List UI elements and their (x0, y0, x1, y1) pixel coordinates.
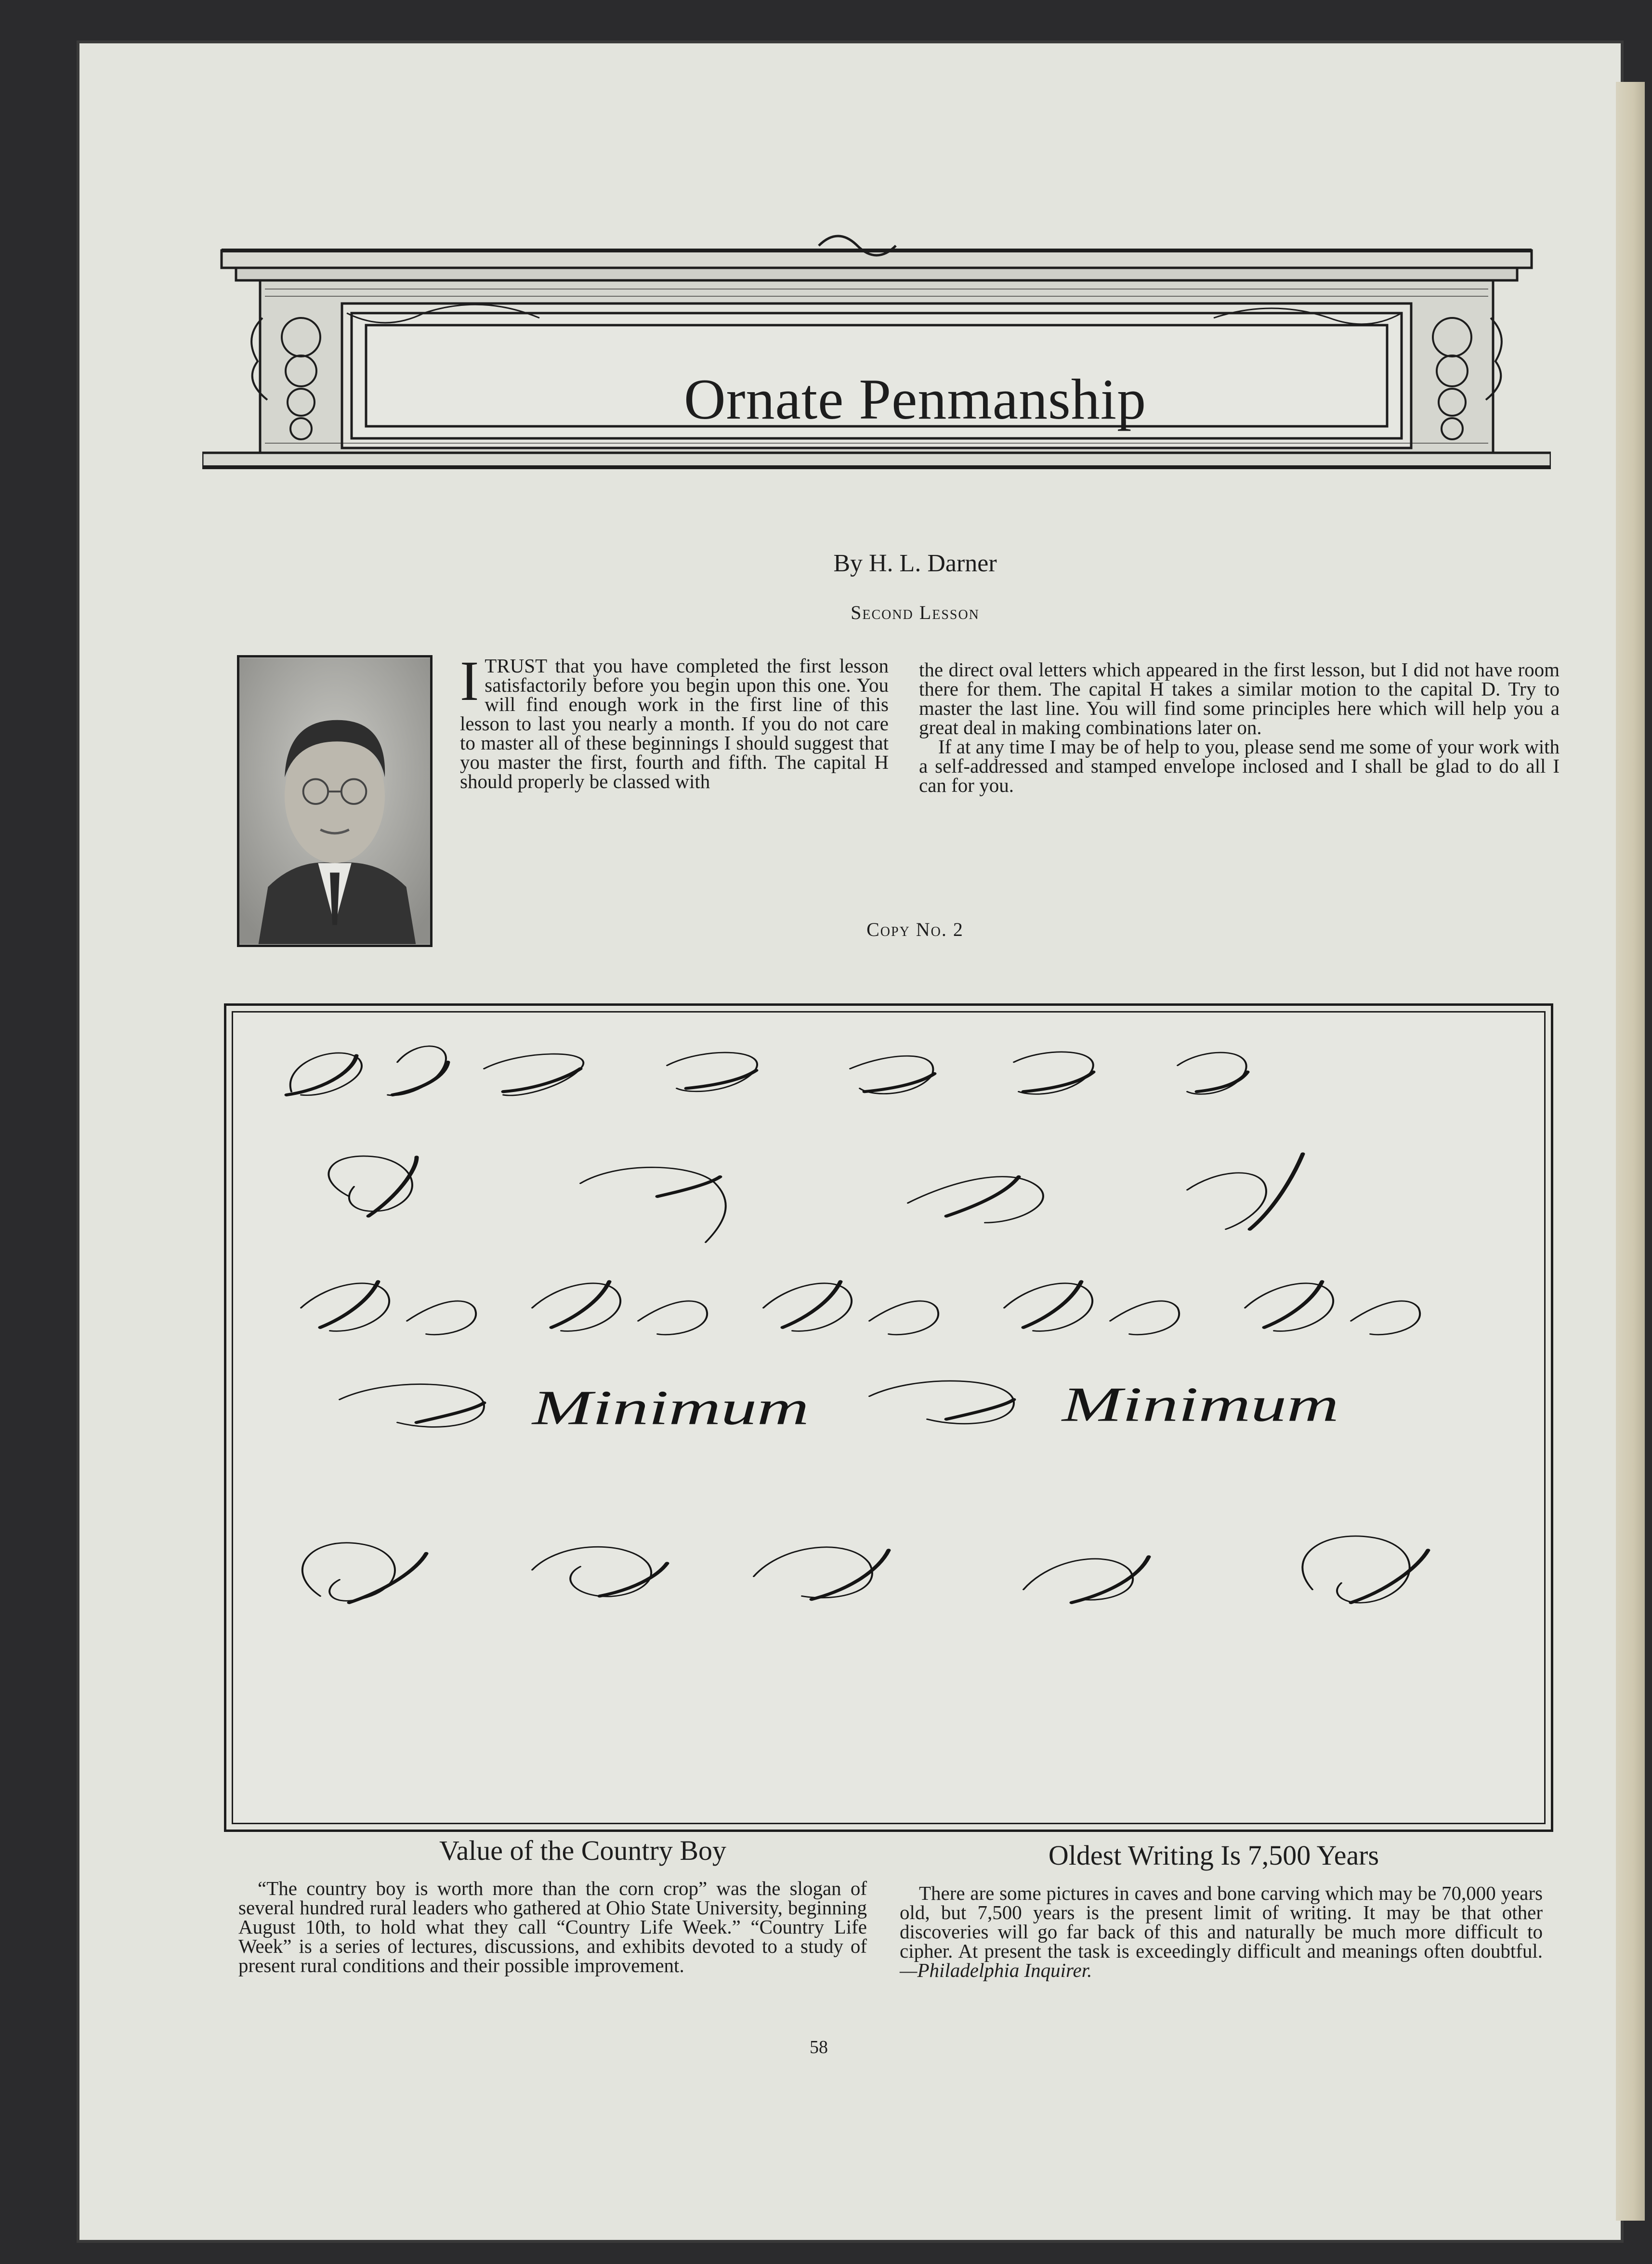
copy-label: Copy No. 2 (866, 919, 964, 940)
ornate-banner (202, 212, 1551, 491)
word-minimum-2: Minimum (1062, 1377, 1339, 1432)
author-portrait (237, 655, 433, 947)
intro-column-1 (460, 649, 889, 792)
article-body-1 (238, 1879, 867, 1975)
intro-column-2 (919, 660, 1560, 795)
article-text-2: There are some pictures in caves and bone carving which may be 70,000 years old, but 7,500 years is the present limit of writing. It may be that other discoveries will go far back of this and naturally be much more difficult to cipher. At present the task is exceedingly difficult and meanings often doubtful. (900, 1882, 1543, 1962)
page-title: Ornate Penmanship (683, 367, 1147, 431)
minimum-words (531, 1377, 1339, 1435)
article-heading-2: Oldest Writing Is 7,500 Years (1048, 1840, 1379, 1871)
page-number: 58 (810, 2037, 828, 2057)
word-minimum-1: Minimum (532, 1380, 809, 1435)
intro-text-1: TRUST that you have completed the first lesson satisfactorily before you begin upon this one. You will find enough work in the first line of this lesson to last you nearly a month. If you do not care to master all of these beginnings I should suggest that you master the first, fourth and fifth. The capital H should properly be classed with (460, 655, 889, 792)
intro-text-3: If at any time I may be of help to you, please send me some of your work with a self-addressed and stamped envelope inclosed and I shall be glad to do all I can for you. (919, 736, 1560, 796)
article-heading-1: Value of the Country Boy (439, 1835, 727, 1866)
intro-text-2: the direct oval letters which appeared in the first lesson, but I did not have room there for them. The capital H takes a similar motion to the capital D. Try to master the last line. You will find some principles here which will help you a great deal in making combinations later on. (919, 658, 1560, 738)
article-body-2 (900, 1883, 1543, 1980)
script-specimens (234, 1013, 1544, 1822)
article-credit: —Philadelphia Inquirer. (900, 1959, 1092, 1981)
penmanship-plate (224, 1003, 1553, 1832)
drop-cap: I (460, 649, 479, 712)
lesson-label: Second Lesson (851, 602, 980, 623)
book-spine (1616, 82, 1645, 2221)
article-text-1: “The country boy is worth more than the corn crop” was the slogan of several hundred rural leaders who gathered at Ohio State University, beginning August 10th, to hold what they call “Country Life Week.” “Country Life Week” is a series of lectures, discussions, and exhibits devoted to a study of present rural conditions and their possible improvement. (238, 1877, 867, 1976)
byline: By H. L. Darner (833, 550, 997, 577)
